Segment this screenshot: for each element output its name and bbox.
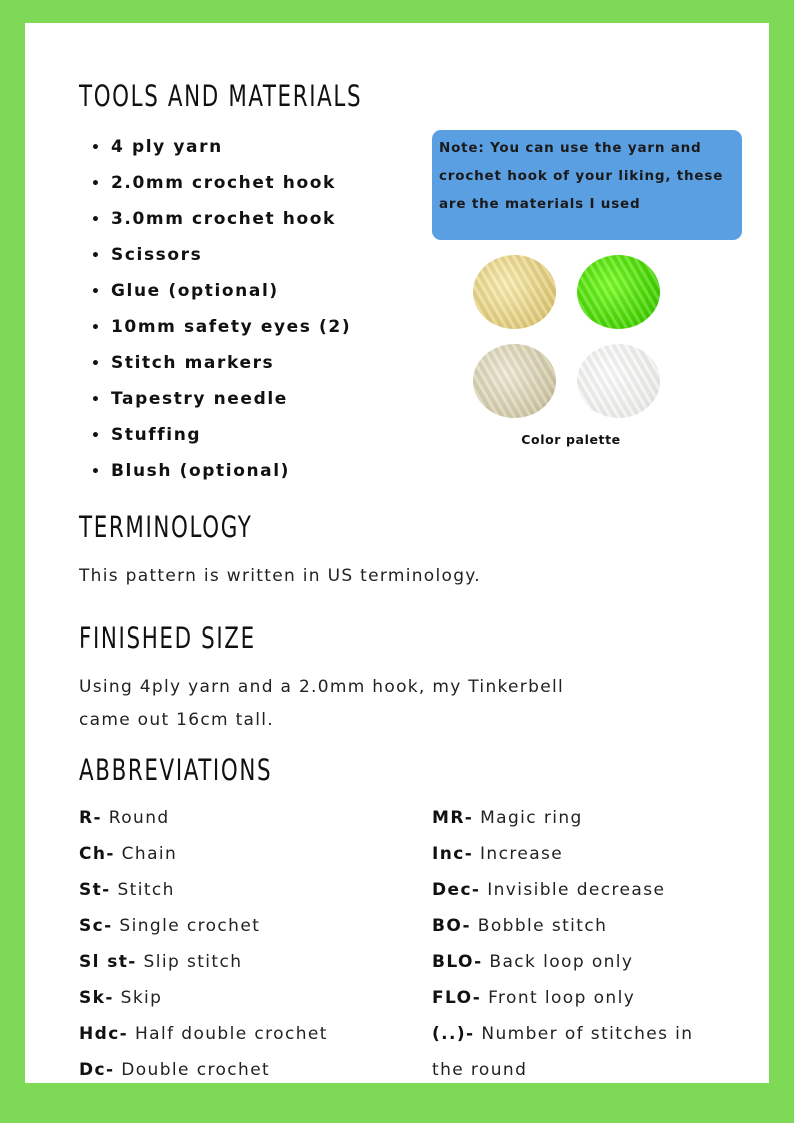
bullet-icon: • <box>91 392 102 408</box>
list-item: • Stuffing <box>91 417 351 453</box>
list-item: Sc- Single crochet <box>79 916 261 936</box>
yarn-ball-green <box>577 255 660 329</box>
document-page <box>25 23 769 1083</box>
tools-heading: TOOLS AND MATERIALS <box>79 79 363 113</box>
list-item: BLO- Back loop only <box>432 952 634 972</box>
list-item: • 2.0mm crochet hook <box>91 165 351 201</box>
abbreviations-right-column <box>432 800 693 1083</box>
abbreviations-heading: ABBREVIATIONS <box>79 753 273 787</box>
list-item: • Stitch markers <box>91 345 351 381</box>
bullet-icon: • <box>91 176 102 192</box>
finished-size-heading: FINISHED SIZE <box>79 621 256 655</box>
terminology-text: This pattern is written in US terminology. <box>79 566 481 586</box>
terminology-heading: TERMINOLOGY <box>79 510 253 544</box>
palette-caption: Color palette <box>521 432 621 447</box>
list-item: Sl st- Slip stitch <box>79 952 243 972</box>
list-item: FLO- Front loop only <box>432 988 636 1008</box>
tools-list <box>91 129 351 489</box>
list-item: Dc- Double crochet <box>79 1060 271 1080</box>
list-item: • Glue (optional) <box>91 273 351 309</box>
abbreviations-left-column <box>79 800 328 1083</box>
bullet-icon: • <box>91 428 102 444</box>
bullet-icon: • <box>91 464 102 480</box>
list-item: Dec- Invisible decrease <box>432 880 666 900</box>
list-item: • 10mm safety eyes (2) <box>91 309 351 345</box>
list-item: MR- Magic ring <box>432 808 583 828</box>
finished-size-line-1: Using 4ply yarn and a 2.0mm hook, my Tinkerbell <box>79 677 564 697</box>
list-item: • 3.0mm crochet hook <box>91 201 351 237</box>
bullet-icon: • <box>91 320 102 336</box>
list-item: • 4 ply yarn <box>91 129 351 165</box>
bullet-icon: • <box>91 140 102 156</box>
yarn-ball-yellow <box>473 255 556 329</box>
yarn-ball-white <box>577 344 660 418</box>
list-item: (..)- Number of stitches in <box>432 1024 694 1044</box>
list-item: Inc- Increase <box>432 844 564 864</box>
list-item: Ch- Chain <box>79 844 178 864</box>
list-item: BO- Bobble stitch <box>432 916 608 936</box>
bullet-icon: • <box>91 248 102 264</box>
yarn-ball-cream <box>473 344 556 418</box>
note-callout: Note: You can use the yarn and crochet hook of your liking, these are the materials I used <box>432 130 742 240</box>
list-item: R- Round <box>79 808 170 828</box>
list-item: • Scissors <box>91 237 351 273</box>
bullet-icon: • <box>91 356 102 372</box>
list-item: St- Stitch <box>79 880 175 900</box>
finished-size-line-2: came out 16cm tall. <box>79 710 275 730</box>
bullet-icon: • <box>91 284 102 300</box>
bullet-icon: • <box>91 212 102 228</box>
list-item: Hdc- Half double crochet <box>79 1024 328 1044</box>
list-item: • Blush (optional) <box>91 453 351 489</box>
list-item: the round <box>432 1060 528 1080</box>
list-item: • Tapestry needle <box>91 381 351 417</box>
list-item: Sk- Skip <box>79 988 163 1008</box>
